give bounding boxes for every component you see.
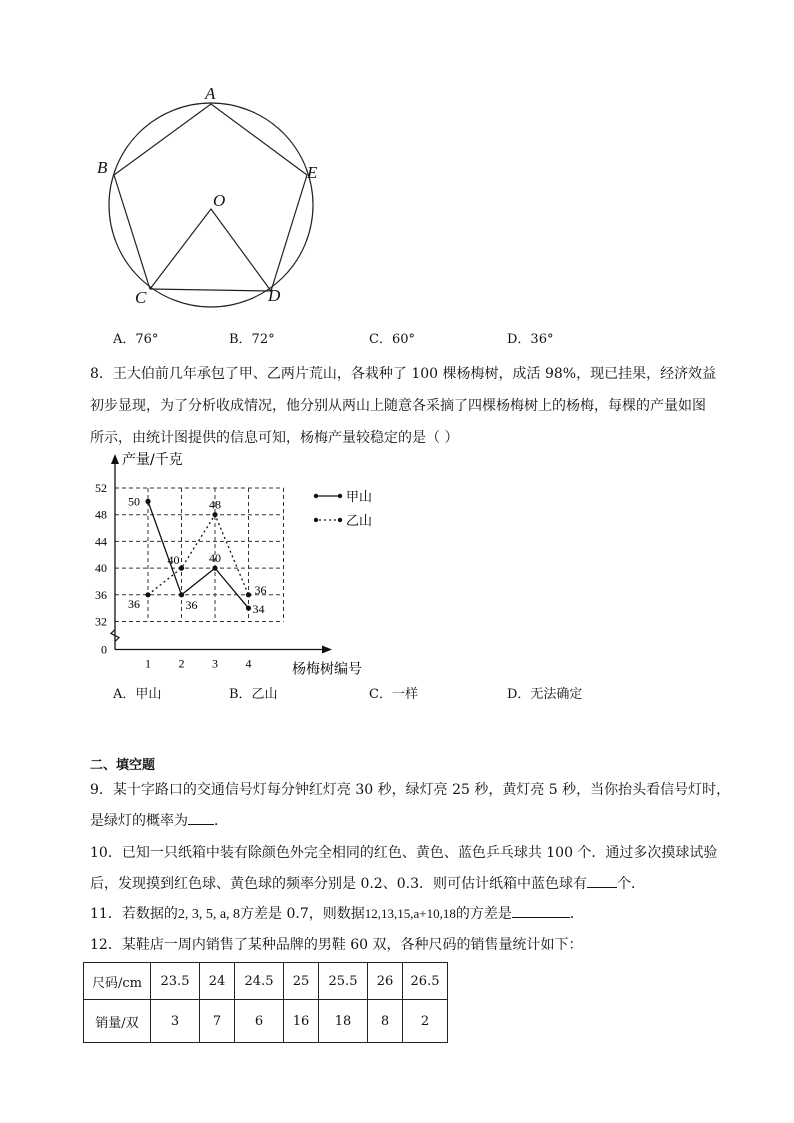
section-title-fill-in: 二、填空题 <box>90 758 156 773</box>
y-axis-title: 产量/千克 <box>122 452 183 468</box>
yield-line-chart <box>80 450 400 680</box>
label-o: O <box>213 191 226 210</box>
table-cell: 24.5 <box>235 963 284 1000</box>
q8-line-1: 8．王大伯前几年承包了甲、乙两片荒山，各栽种了 100 棵杨梅树，成活 98%，现已挂果，经济效益 <box>90 366 717 382</box>
q11-answer-blank[interactable] <box>512 903 570 918</box>
q7-option-b[interactable]: B．72° <box>229 332 275 347</box>
q9-line-2 <box>90 810 228 831</box>
y-axis-arrow <box>111 454 119 464</box>
x-axis-title: 杨梅树编号 <box>292 661 362 678</box>
y-tick-label: 32 <box>95 614 107 629</box>
table-row-size <box>84 963 448 1000</box>
y-tick-label: 40 <box>95 561 107 576</box>
q8-line-3: 所示，由统计图提供的信息可知，杨梅产量较稳定的是（ ） <box>90 430 459 446</box>
q8-option-d[interactable]: D．无法确定 <box>507 687 583 702</box>
table-cell: 销量/双 <box>84 1000 151 1043</box>
q10-line-1: 10．已知一只纸箱中装有除颜色外完全相同的红色、黄色、蓝色乒乓球共 100 个．通过多次摸球试验 <box>90 845 718 861</box>
q8-line-2: 初步显现，为了分析收成情况，他分别从两山上随意各采摘了四棵杨梅树上的杨梅，每棵的产量如图 <box>90 398 706 414</box>
data-label: 36 <box>128 596 140 611</box>
triangle-ocd <box>150 209 271 291</box>
q8-option-a[interactable]: A．甲山 <box>113 687 162 702</box>
q10-line-2-text: 后，发现摸到红色球、黄色球的频率分别是 0.2、0.3．则可估计纸箱中蓝色球有 <box>90 876 587 892</box>
x-axis-arrow <box>322 646 332 654</box>
data-point <box>212 566 217 571</box>
table-cell: 16 <box>284 1000 319 1043</box>
data-point <box>179 592 184 597</box>
table-cell: 尺码/cm <box>84 963 151 1000</box>
table-cell: 26 <box>368 963 403 1000</box>
data-point <box>145 499 150 504</box>
legend-marker <box>314 494 318 498</box>
q10-answer-blank[interactable] <box>587 873 617 888</box>
legend-label: 乙山 <box>346 514 373 529</box>
data-label: 34 <box>252 602 265 617</box>
q11-text-1: 11．若数据的 <box>90 906 178 922</box>
data-point <box>145 592 150 597</box>
data-label: 50 <box>128 494 140 509</box>
label-a: A <box>205 84 216 103</box>
data-label: 40 <box>209 551 221 566</box>
data-point <box>179 566 184 571</box>
label-e: E <box>307 163 318 182</box>
label-c: C <box>135 288 147 307</box>
q9-answer-blank[interactable] <box>188 810 214 825</box>
x-tick-label: 2 <box>178 656 185 671</box>
table-row-sales <box>84 1000 448 1043</box>
q11-data-1: 2, 3, 5, a, 8 <box>177 907 241 922</box>
y-tick-label: 52 <box>95 481 107 495</box>
label-b: B <box>97 158 108 177</box>
x-tick-label: 1 <box>145 656 151 671</box>
y-tick-label: 44 <box>95 534 107 549</box>
table-cell: 26.5 <box>403 963 448 1000</box>
q8-option-b[interactable]: B．乙山 <box>229 687 278 702</box>
legend-marker <box>338 494 342 498</box>
q10-line-2-end: 个． <box>616 876 645 892</box>
shoe-size-table <box>83 962 448 1043</box>
q11-text-end: ． <box>569 906 584 922</box>
y-tick-label: 0 <box>101 642 107 657</box>
q11-text-2: 方差是 0.7，则数据 <box>240 906 365 922</box>
q9-line-2-text: 是绿灯的概率为 <box>90 813 188 829</box>
table-cell: 3 <box>151 1000 200 1043</box>
q9-line-1: 9．某十字路口的交通信号灯每分钟红灯亮 30 秒，绿灯亮 25 秒，黄灯亮 5 秒，当你抬头看信号灯时， <box>90 782 731 798</box>
data-point <box>246 592 251 597</box>
table-cell: 7 <box>200 1000 235 1043</box>
table-cell: 18 <box>319 1000 368 1043</box>
pentagon <box>114 104 307 291</box>
pentagon-circle-figure <box>90 80 330 320</box>
legend-marker <box>314 518 318 522</box>
legend-label: 甲山 <box>346 490 373 505</box>
q7-option-c[interactable]: C．60° <box>369 332 415 347</box>
x-tick-label: 4 <box>245 656 252 671</box>
label-d: D <box>268 286 281 305</box>
q11-text-3: 的方差是 <box>455 906 512 922</box>
q7-option-a[interactable]: A．76° <box>113 332 159 347</box>
q8-option-c[interactable]: C．一样 <box>369 687 418 702</box>
y-tick-label: 36 <box>95 587 107 602</box>
series-line-2 <box>148 515 249 595</box>
data-label: 48 <box>209 497 221 512</box>
table-cell: 6 <box>235 1000 284 1043</box>
table-cell: 2 <box>403 1000 448 1043</box>
legend-marker <box>338 518 342 522</box>
data-label: 36 <box>185 597 198 612</box>
table-cell: 25.5 <box>319 963 368 1000</box>
data-label: 40 <box>167 553 180 568</box>
data-label: 36 <box>254 582 267 597</box>
x-tick-label: 3 <box>212 656 218 671</box>
q9-line-2-end: ． <box>214 813 228 829</box>
data-point <box>246 606 251 611</box>
q10-line-2 <box>90 873 645 894</box>
series-line-1 <box>148 501 249 608</box>
table-cell: 25 <box>284 963 319 1000</box>
table-cell: 8 <box>368 1000 403 1043</box>
q11-line <box>90 903 584 925</box>
table-cell: 24 <box>200 963 235 1000</box>
y-tick-label: 48 <box>95 507 107 522</box>
circumcircle <box>109 103 313 307</box>
q12-line: 12．某鞋店一周内销售了某种品牌的男鞋 60 双，各种尺码的销售量统计如下： <box>90 937 583 953</box>
data-point <box>212 512 217 517</box>
q11-data-2: 12,13,15,a+10,18 <box>364 906 456 921</box>
table-cell: 23.5 <box>151 963 200 1000</box>
q7-option-d[interactable]: D．36° <box>507 332 554 347</box>
